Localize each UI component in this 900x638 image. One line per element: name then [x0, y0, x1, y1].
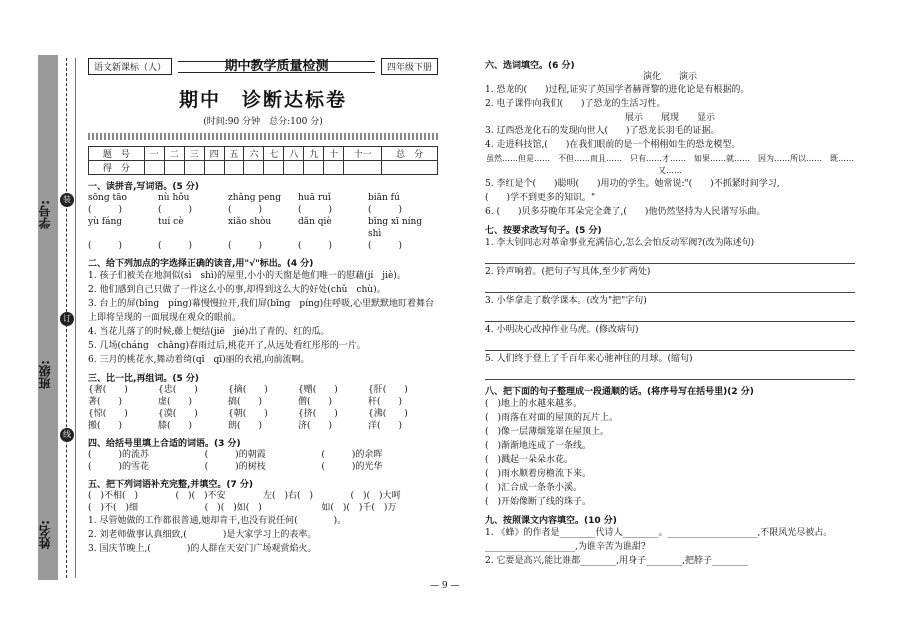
question-item: 1. 尽管她做的工作都很普通,她却肯干,也没有说任何( )。: [88, 516, 347, 526]
score-input-cell[interactable]: [164, 161, 184, 175]
question-item: 6. ( )贝多芬晚年耳朵完全聋了,( )他仍然坚持为人民谱写乐曲。: [485, 207, 766, 217]
char-pair: [158, 408, 228, 432]
idiom-row-1: [88, 490, 438, 502]
char: 洋( ): [368, 421, 403, 431]
score-input-cell[interactable]: [382, 161, 438, 175]
fill-blank: ( )的朝霞: [204, 450, 266, 460]
pinyin: tuí cè: [158, 217, 184, 227]
page-number: — 9 —: [430, 581, 460, 591]
left-column: [88, 58, 438, 557]
exam-name: 期中教学质量检测: [178, 61, 375, 73]
question-item: 2. 电子课件向我们( )了恐龙的生活习性。: [485, 99, 666, 109]
pinyin-row-1: [88, 192, 438, 204]
idiom-blank: ( )不( )细: [88, 503, 139, 513]
pinyin: biān fú: [368, 193, 400, 203]
score-header-cell: 九: [304, 147, 324, 161]
question-item: ( )学不到更多的知识。": [485, 193, 596, 203]
score-header-row: [89, 147, 438, 161]
section-5-items: [88, 515, 438, 556]
binding-mark-2: 订: [60, 312, 74, 326]
score-input-cell[interactable]: [184, 161, 204, 175]
question-item: 3. 台上的屏(bǐng píng)幕慢慢拉开,我们屏(bǐng píng)住呼吸,心里默默地盯着舞台: [88, 299, 435, 309]
section-4-title: 四、给括号里填上合适的词语。(3 分): [88, 439, 241, 449]
score-header-cell: 七: [264, 147, 284, 161]
exam-header: [88, 58, 438, 75]
section-5-title: 五、把下列词语补充完整,并填空。(7 分): [88, 480, 254, 490]
score-header-cell: 四: [204, 147, 224, 161]
char: {奢( ): [88, 385, 128, 395]
idiom-blank: ( )不相( ): [88, 491, 139, 501]
sentence-item: ( )渐渐地连成了一条线。: [485, 441, 592, 451]
score-input-cell[interactable]: [344, 161, 382, 175]
char-pair: [228, 384, 298, 408]
score-header-cell: 五: [224, 147, 244, 161]
score-header-cell: 八: [284, 147, 304, 161]
sentence-item: ( )雨落在对面的屋顶的瓦片上。: [485, 413, 619, 423]
word-choices-2: 展示 展现 显示: [624, 113, 715, 123]
section-9-items: [485, 527, 855, 568]
question-item: 5. 人们终于登上了千百年来心驰神往的月球。(缩句): [485, 354, 693, 364]
fill-blank: ( )的雪花: [88, 462, 150, 472]
section-7-title: 七、按要求改写句子。(5 分): [485, 226, 602, 236]
char: {肝( ): [368, 385, 408, 395]
pinyin: xiǎo shòu: [228, 217, 272, 227]
score-label-cell: 得 分: [89, 161, 145, 175]
answer-line[interactable]: [485, 252, 855, 264]
binding-mark-1: 装: [60, 193, 74, 207]
idiom-blank: ( )( )不安: [175, 491, 226, 501]
idiom-blank: ( )( )大呵: [350, 491, 401, 501]
score-input-cell[interactable]: [224, 161, 244, 175]
score-header-cell: 一: [144, 147, 164, 161]
question-item: 4. 当花儿落了的时候,藤上便结(jiē jié)出了青的、红的瓜。: [88, 327, 330, 337]
idiom-blank: 左( )右( ): [263, 491, 314, 501]
char: {赠( ): [298, 385, 338, 395]
section-6-items-c: [485, 178, 855, 219]
word-choices-1: 演化 演示: [642, 72, 697, 82]
idiom-row-2: [88, 502, 438, 514]
section-2-title: 二、给下列加点的字选择正确的读音,用"√"标出。(4 分): [88, 259, 314, 269]
sentence-item: ( )雨水顺着房檐流下来。: [485, 469, 592, 479]
section-6-title: 六、选词填空。(6 分): [485, 61, 575, 71]
score-header-cell: 六: [244, 147, 264, 161]
answer-line[interactable]: [485, 368, 855, 380]
margin-strip: [38, 55, 58, 580]
section-8-items: [485, 398, 855, 509]
fill-blank: ( )的树枝: [204, 462, 266, 472]
margin-rule: [75, 58, 76, 578]
char: 搬( ): [88, 421, 123, 431]
pinyin: dǎn qiè: [298, 217, 332, 227]
fill-row-1: [88, 449, 438, 461]
question-item: 4. 小明决心改掉作业马虎。(修改病句): [485, 325, 639, 335]
pinyin-row-2: [88, 216, 438, 240]
char: {挤( ): [298, 409, 338, 419]
score-header-cell: 三: [184, 147, 204, 161]
pinyin: zhǎng peng: [228, 193, 281, 203]
question-item: 3. 国庆节晚上,( )的人群在天安门广场观赏焰火。: [88, 544, 317, 554]
section-1-title: 一、读拼音,写词语。(5 分): [88, 182, 200, 192]
question-item: 2. 他们感到自己只做了一件这么小的事,却得到这么大的好处(chǔ chù)。: [88, 285, 386, 295]
answer-line[interactable]: [485, 310, 855, 322]
pinyin: bǐng xī níng shì: [368, 217, 423, 239]
question-item: 2. 它要是高兴,能比谁都________,用身子________,把脖子________: [485, 556, 749, 566]
question-item: 5. 几场(cháng chǎng)春雨过后,桃花开了,从远处看红彤彤的一片。: [88, 341, 366, 351]
fill-blank: ( )的流苏: [88, 450, 150, 460]
score-header-cell: 二: [164, 147, 184, 161]
score-value-row: [89, 161, 438, 175]
char-pair: [298, 384, 368, 408]
char-pair: [158, 384, 228, 408]
score-input-cell[interactable]: [324, 161, 344, 175]
answer-brackets-1: ( ) ( ) ( ) ( ) ( ): [88, 205, 403, 215]
score-input-cell[interactable]: [284, 161, 304, 175]
score-header-cell: 十: [324, 147, 344, 161]
char-pair: [88, 384, 158, 408]
char-pair: [298, 408, 368, 432]
answer-line[interactable]: [485, 281, 855, 293]
section-3-title: 三、比一比,再组词。(5 分): [88, 374, 200, 384]
question-item: 3. 辽西恐龙化石的发现向世人( )了恐龙长羽毛的证据。: [485, 126, 720, 136]
question-item: 4. 走进科技馆,( )在我们眼前的是一个栩栩如生的恐龙模型。: [485, 140, 741, 150]
char-pair: [368, 384, 438, 408]
pinyin: huā ruǐ: [298, 193, 331, 203]
question-item: 上即将呈现的一面展现在观众的眼前。: [88, 313, 242, 323]
question-item: 3. 小华拿走了数学课本。(改为"把"字句): [485, 296, 647, 306]
question-item: ____________________,为谁辛苦为谁甜?: [485, 542, 646, 552]
pinyin: nù hǒu: [158, 193, 190, 203]
question-item: 1. 孩子们被关在地洞似(sì shì)的屋里,小小的天窗是他们唯一的慰藉(jí jiè)。: [88, 271, 406, 281]
compare-grid: [88, 384, 438, 432]
score-input-cell[interactable]: [264, 161, 284, 175]
char: 僧( ): [298, 397, 333, 407]
char: {忠( ): [158, 385, 198, 395]
section-6-items-b: [485, 125, 855, 152]
right-column: [485, 58, 855, 569]
char-pair: [368, 408, 438, 432]
question-item: 2. 铃声响着。(把句子写具体,至少扩两处): [485, 267, 651, 277]
pinyin: yù fáng: [88, 217, 122, 227]
idiom-blank: 如( )( )千( )万: [321, 503, 397, 513]
name-label: 姓名:: [38, 520, 52, 549]
char: {摘( ): [228, 385, 268, 395]
answer-line[interactable]: [485, 339, 855, 351]
sentence-item: ( )溅起一朵朵水花。: [485, 455, 574, 465]
question-item: 5. 李红是个( )聪明( )用功的学生。她常说:"( )不抓紧时间学习,: [485, 179, 780, 189]
section-8-title: 八、把下面的句子整理成一段通顺的话。(将序号写在括号里)(2 分): [485, 387, 754, 397]
page-title: 期中 诊断达标卷: [178, 89, 347, 111]
section-2-items: [88, 270, 438, 367]
section-7-items: [485, 237, 855, 380]
question-item: 1. 李大钊同志对革命事业充满信心,怎么会怕反动军阀?(改为陈述句): [485, 238, 755, 248]
fill-blank: ( )的光华: [321, 462, 383, 472]
score-input-cell[interactable]: [144, 161, 164, 175]
question-item: 6. 三月的桃花水,舞动着绮(qǐ qī)丽的衣裙,向前流啊。: [88, 355, 310, 365]
char: 济( ): [298, 421, 333, 431]
question-item: 1. 《蜂》的作者是________代诗人________。____________________,不限风光尽被占。: [485, 528, 833, 538]
char: 秆( ): [368, 397, 403, 407]
idiom-blank: ( )( )如( ): [204, 503, 262, 513]
char-pair: [88, 408, 158, 432]
question-item: 1. 恐龙的( )过程,证实了英国学者赫胥黎的进化论是有根据的。: [485, 85, 750, 95]
score-table: [88, 146, 438, 175]
char: 搞( ): [228, 397, 263, 407]
char: 膝( ): [158, 421, 193, 431]
char: 虚( ): [158, 397, 193, 407]
binding-mark-3: 线: [60, 428, 74, 442]
time-score-info: (时间:90 分钟 总分:100 分): [203, 117, 323, 127]
char: {惊( ): [88, 409, 128, 419]
sentence-item: ( )汇合成一条条小溪。: [485, 483, 583, 493]
section-6-items-a: [485, 84, 855, 111]
class-label: 班级:: [38, 360, 52, 389]
char: 朗( ): [228, 421, 263, 431]
score-input-cell[interactable]: [204, 161, 224, 175]
char: 著( ): [88, 397, 123, 407]
char: {沸( ): [368, 409, 408, 419]
sentence-item: ( )地上的水越来越多。: [485, 399, 583, 409]
edition-tag: 语文新课标（人）: [88, 58, 172, 75]
score-header-cell: 十一: [344, 147, 382, 161]
pinyin: sōng tāo: [88, 193, 127, 203]
char: {漠( ): [158, 409, 198, 419]
char-pair: [228, 408, 298, 432]
section-9-title: 九、按照课文内容填空。(10 分): [485, 516, 617, 526]
sentence-item: ( )开始像断了线的珠子。: [485, 497, 592, 507]
fill-row-2: [88, 461, 438, 473]
question-item: 2. 刘老师做事认真细致,( )是大家学习上的表率。: [88, 530, 317, 540]
score-header-cell: 题 号: [89, 147, 145, 161]
sentence-item: ( )像一层薄烟笼罩在屋顶上。: [485, 427, 610, 437]
grade-tag: 四年级下册: [381, 58, 438, 75]
char: {朝( ): [228, 409, 268, 419]
decorative-band: [88, 133, 438, 140]
score-input-cell[interactable]: [244, 161, 264, 175]
word-choices-3: 虽然……但是…… 不但……而且…… 只有……才…… 如果……就…… 因为……所以…… 既……又……: [486, 154, 854, 175]
answer-brackets-2: ( ) ( ) ( ) ( ) ( ): [88, 241, 403, 251]
student-id-label: 学号:: [38, 200, 52, 229]
score-input-cell[interactable]: [304, 161, 324, 175]
fill-blank: ( )的余晖: [321, 450, 383, 460]
score-header-cell: 总 分: [382, 147, 438, 161]
